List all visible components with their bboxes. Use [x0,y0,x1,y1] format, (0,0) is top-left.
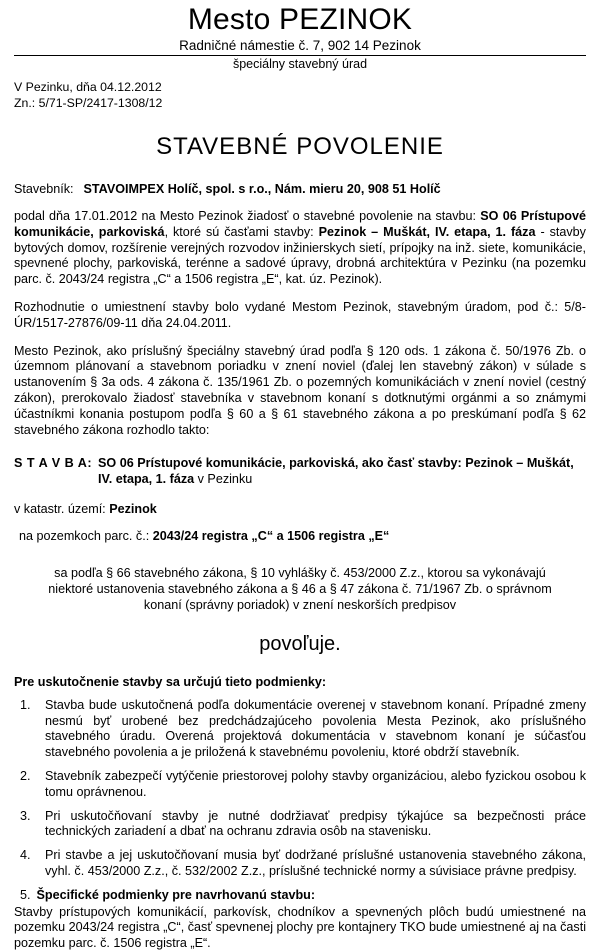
letterhead [14,4,586,72]
list-item-number: 4. [20,848,31,863]
construction-label: S T A V B A: [14,456,93,471]
header-divider [14,55,586,56]
cadastre-value: Pezinok [109,502,157,517]
list-item-number: 1. [20,697,31,712]
list-item-title: Špecifické podmienky pre navrhovanú stavbu: [36,887,316,902]
list-item [14,769,586,801]
parcels-row [14,528,586,544]
list-item-text: Pri uskutočňovaní stavby je nutné dodržiavať predpisy týkajúce sa bezpečnosti práce technických zariadení a dbať na ochranu zdravia osôb na stavenisku. [45,808,586,839]
construction-description-bold: SO 06 Prístupové komunikácie, parkoviská, ako časť stavby: Pezinok – Muškát, IV. etapa, 1. fáza [98,456,574,487]
reference-block [14,80,586,111]
applicant-value: STAVOIMPEX Holíč, spol. s r.o., Nám. mieru 20, 908 51 Holíč [83,182,441,196]
parcels-value: 2043/24 registra „C“ a 1506 registra „E“ [152,529,390,544]
organization-address: Radničné námestie č. 7, 902 14 Pezinok [179,38,421,53]
applicant-row [14,181,586,197]
legal-recital-paragraph: Mesto Pezinok, ako príslušný špeciálny stavebný úrad podľa § 120 ods. 1 zákona č. 50/1976 Zb. o územnom plánovaní a stavebnom poriadku v znení noviel (ďalej len stavebný zákon) v súlade s ustanovením § 3a ods. 4 zákona č. 135/1961 Zb. o pozemných komunikáciách v znení noviel (cestný zákon), prerokovalo žiadosť stavebníka v stavebnom konaní s dotknutými orgánmi a so známymi účastníkmi konania postupom podľa § 60 a § 61 stavebného zákona a po preskúmaní podľa § 62 stavebného zákona rozhodlo takto: [14,343,586,437]
list-item-number: 2. [20,768,31,783]
file-number: Zn.: 5/71-SP/2417-1308/12 [14,95,163,110]
list-item [14,698,586,761]
request-text-mid: , ktoré sú časťami stavby: [164,224,319,239]
request-object-bold: SO 06 Prístupové komunikácie, parkoviská [14,209,586,239]
list-item [14,848,586,880]
cadastre-label: v katastr. území: [14,502,110,517]
conditions-heading: Pre uskutočnenie stavby sa určujú tieto podmienky: [14,674,327,689]
list-item-text: Stavba bude uskutočnená podľa dokumentácie overenej v stavebnom konaní. Prípadné zmeny nesmú byť urobené bez predchádzajúceho povolenia Mesta Pezinok, ako príslušného stavebného úradu. Overená projektová dokumentácia v stavebnom konaní je súčasťou stavebného povolenia a je priložená k stavebnému povoleniu, ktoré obdrží stavebník. [45,697,586,760]
location-decision-paragraph: Rozhodnutie o umiestnení stavby bolo vydané Mestom Pezinok, stavebným úradom, pod č.: 5/8-ÚR/1517-27876/09-11 dňa 24.04.2011. [14,299,586,330]
request-paragraph [14,209,586,288]
place-and-date: V Pezinku, dňa 04.12.2012 [14,80,162,94]
parcels-label: na pozemkoch parc. č.: [19,529,153,544]
construction-description-suffix: v Pezinku [194,472,253,487]
list-item [14,888,586,952]
list-item [14,809,586,841]
construction-description [98,455,586,487]
list-item-number: 3. [20,808,31,823]
list-item-number: 5. [20,887,31,902]
list-item-text: Stavby prístupových komunikácií, parkovísk, chodníkov a spevnených plôch budú umiestnené na pozemku 2043/24 registra „C“, časť spevnenej plochy pre kontajnery TKO bude umiestnené aj na časti pozemku parc. č. 1506 registra „E“. [14,904,586,951]
request-text-rest: - stavby bytových domov, rozšírenie verejných rozvodov inžinierskych sietí, prípojky na inž. siete, komunikácie, spevnené plochy, parkoviská, terénne a sadové úpravy, drobná architektúra v Pezinku (na pozemku parc. č. 2043/24 registra „C“ a 1506 registra „E“, kat. úz. Pezinok). [14,224,586,287]
request-text-lead: podal dňa 17.01.2012 na Mesto Pezinok žiadosť o stavebné povolenie na stavbu: [14,209,481,223]
construction-block [14,455,586,487]
document-heading: STAVEBNÉ POVOLENIE [156,133,444,160]
request-project-bold: Pezinok – Muškát, IV. etapa, 1. fáza [318,224,536,239]
organization-department: špeciálny stavebný úrad [232,57,368,71]
permit-verdict: povoľuje. [259,632,341,655]
list-item-text: Pri stavbe a jej uskutočňovaní musia byť dodržané príslušné ustanovenia stavebného zákona, vyhl. č. 453/2000 Z.z., č. 532/2002 Z.z., príslušné technické normy a súvisiace právne predpisy. [45,848,586,878]
organization-title: Mesto PEZINOK [187,3,413,36]
legal-basis-paragraph: sa podľa § 66 stavebného zákona, § 10 vyhlášky č. 453/2000 Z.z., ktorou sa vykonávajú niektoré ustanovenia stavebného zákona a § 46 a § 47 zákona č. 71/1967 Zb. o správnom konaní (správny poriadok) v znení neskorších predpisov [48,566,552,612]
cadastre-row [14,501,586,517]
applicant-label: Stavebník: [14,182,74,196]
conditions-list [14,698,586,952]
list-item-text: Stavebník zabezpečí vytýčenie priestorovej polohy stavby organizáciou, alebo fyzickou osobou k tomu oprávnenou. [45,768,586,799]
